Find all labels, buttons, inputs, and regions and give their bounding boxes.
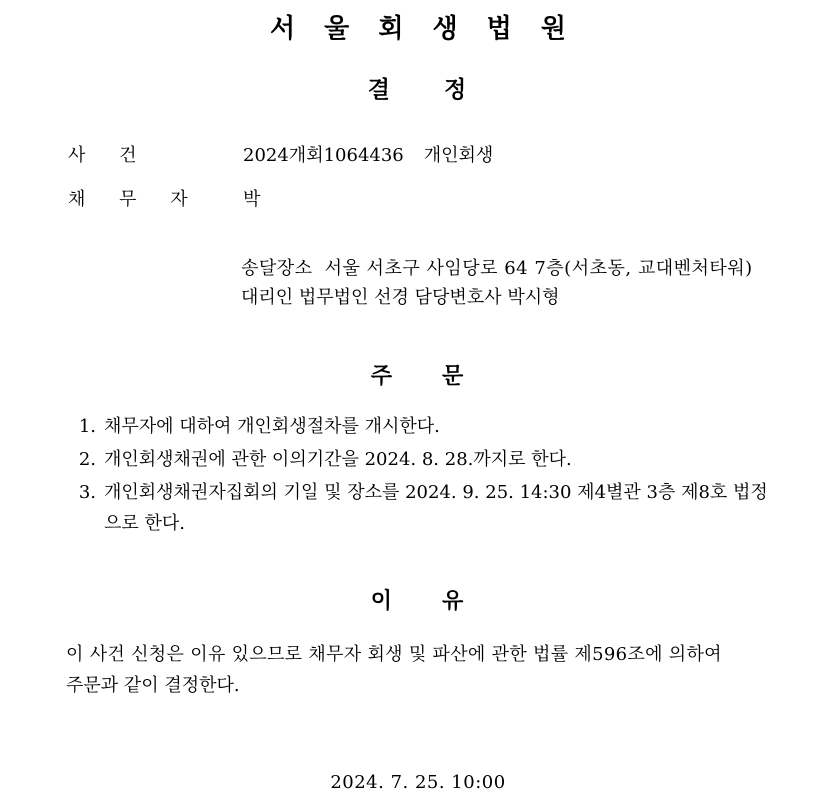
debtor-label: 채 무 자 xyxy=(68,188,202,210)
main-text-heading-left: 주 xyxy=(370,363,394,390)
representative-line: 대리인 법무법인 선경 담당변호사 박시형 xyxy=(241,287,560,309)
debtor-row xyxy=(66,186,770,214)
main-text-heading-right: 문 xyxy=(442,363,466,390)
reason-heading xyxy=(66,584,770,615)
case-type: 개인회생 xyxy=(423,145,494,166)
document-kind xyxy=(66,71,770,104)
service-address-block xyxy=(241,254,770,313)
reason-line-2: 주문과 같이 결정한다. xyxy=(66,675,240,697)
case-number: 2024개회1064436 xyxy=(243,145,404,166)
list-item xyxy=(66,412,770,443)
list-item xyxy=(66,445,770,476)
case-row xyxy=(66,142,770,170)
list-item xyxy=(66,478,770,540)
service-address-line xyxy=(241,254,770,284)
list-item-number: 2. xyxy=(78,449,96,471)
document-kind-left: 결 xyxy=(367,76,392,103)
list-item-number: 3. xyxy=(78,482,96,504)
reason-line-1: 이 사건 신청은 이유 있으므로 채무자 회생 및 파산에 관한 법률 제596조에 의하여 xyxy=(66,643,722,665)
list-item-number: 1. xyxy=(78,416,96,438)
document-kind-right: 정 xyxy=(444,76,469,103)
debtor-value: 박 xyxy=(243,188,261,210)
reason-body xyxy=(66,639,770,702)
service-address-value: 서울 서초구 사임당로 64 7층(서초동, 교대벤처타워) xyxy=(324,257,753,279)
reason-heading-left: 이 xyxy=(370,587,394,614)
court-title: 서 울 회 생 법 원 xyxy=(270,14,576,44)
case-meta xyxy=(66,142,770,214)
list-item-text: 개인회생채권에 관한 이의기간을 2024. 8. 28.까지로 한다. xyxy=(104,449,572,471)
reason-heading-right: 유 xyxy=(442,587,466,614)
service-address-label: 송달장소 xyxy=(241,257,313,279)
main-text-list xyxy=(66,412,770,540)
list-item-text: 개인회생채권자집회의 기일 및 장소를 2024. 9. 25. 14:30 제4별관 3층 제8호 법정으로 한다. xyxy=(104,482,768,535)
main-text-heading xyxy=(66,359,770,390)
document-page xyxy=(0,8,836,801)
decision-datetime: 2024. 7. 25. 10:00 xyxy=(330,772,506,793)
list-item-text: 채무자에 대하여 개인회생절차를 개시한다. xyxy=(104,416,440,438)
case-value xyxy=(243,142,770,170)
case-label: 사 건 xyxy=(68,145,151,166)
